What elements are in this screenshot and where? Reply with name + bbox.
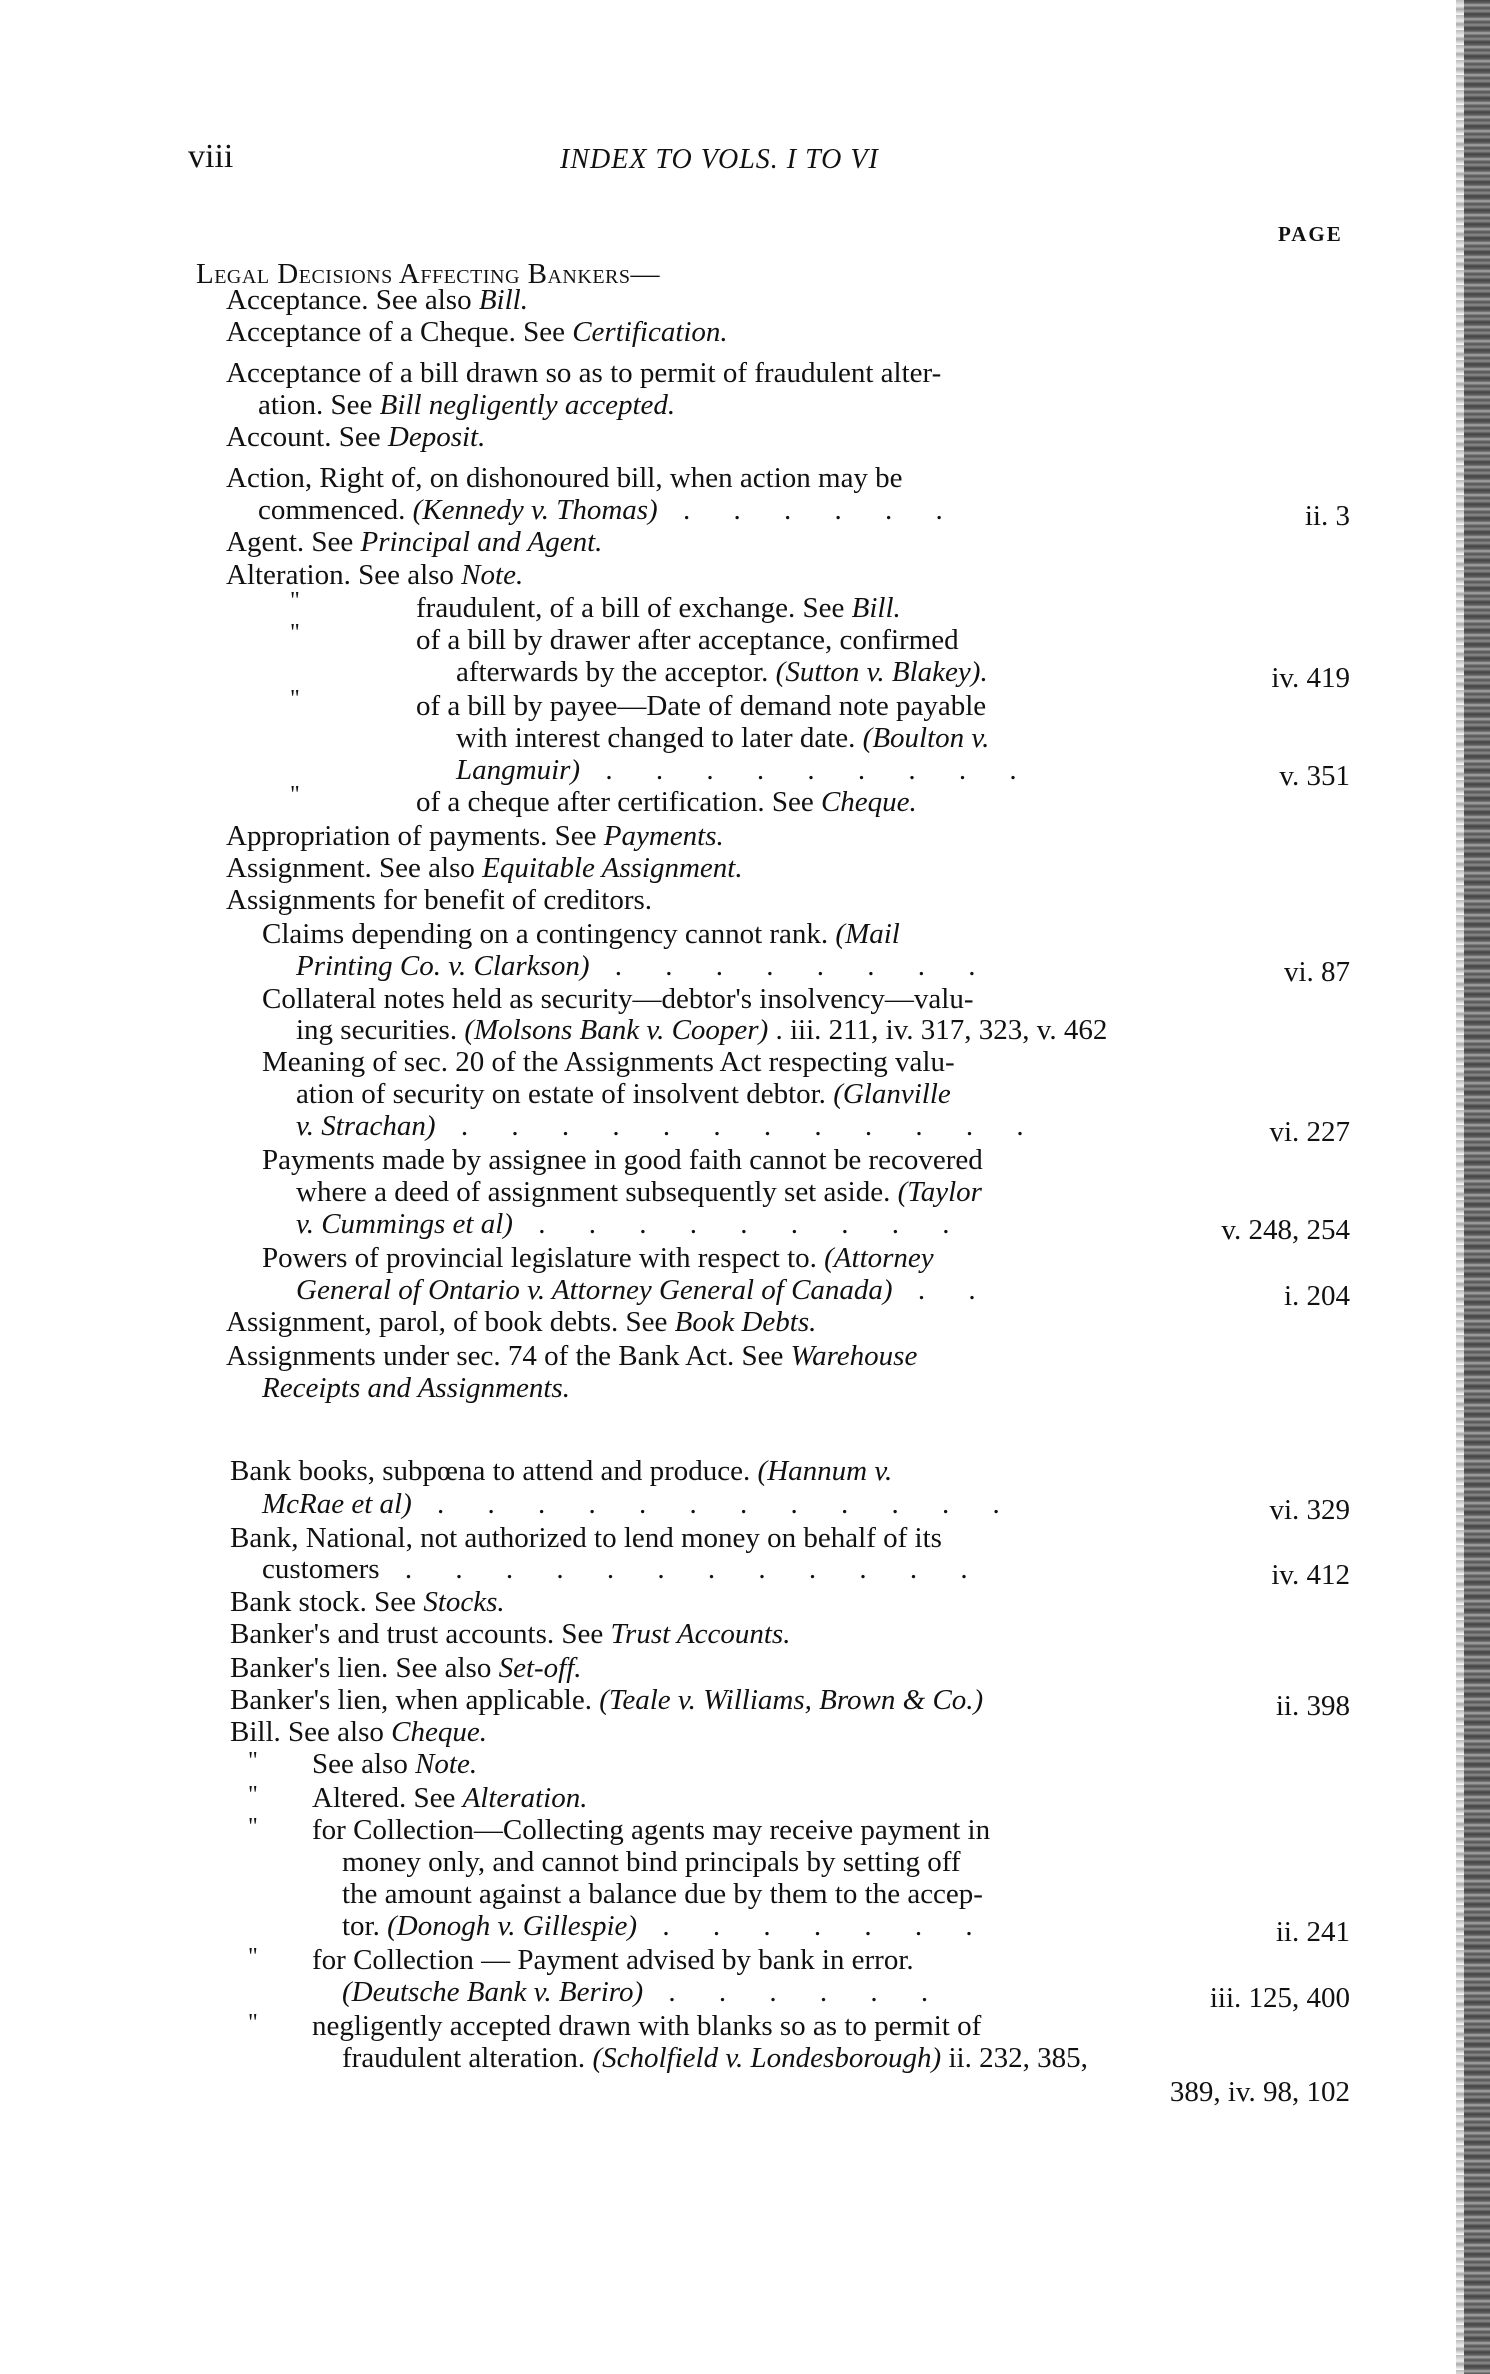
leader-dots: . .	[892, 1274, 994, 1306]
index-line	[230, 1652, 1230, 1684]
index-line	[226, 526, 1226, 558]
entry-italic: Warehouse	[790, 1340, 918, 1372]
entry-text: Account. See	[226, 421, 388, 453]
index-line	[258, 389, 1258, 421]
leader-dots: . . . . . .	[657, 494, 961, 526]
index-line	[230, 1522, 1230, 1554]
leader-dots: . . . . . . . . .	[512, 1208, 968, 1240]
leader-dots: . . . . . . .	[637, 1910, 991, 1942]
entry-text: Collateral notes held as security—debtor's insolvency—valu-	[262, 983, 974, 1015]
entry-text: Assignments for benefit of creditors.	[226, 884, 653, 916]
entry-italic: Cheque.	[391, 1716, 487, 1748]
index-line	[296, 1078, 1296, 1110]
page-reference: v. 248, 254	[1221, 1214, 1350, 1246]
index-line	[226, 884, 1226, 916]
entry-text: Meaning of sec. 20 of the Assignments Act respecting valu-	[262, 1046, 955, 1078]
page-reference: ii. 398	[1275, 1690, 1350, 1722]
index-line	[312, 1782, 1312, 1814]
page-reference: 389, iv. 98, 102	[1169, 2076, 1350, 2108]
entry-italic: (Taylor	[897, 1176, 982, 1208]
entry-italic: Book Debts.	[674, 1306, 817, 1338]
entry-italic: v. Cummings et al)	[296, 1208, 513, 1240]
entry-text: where a deed of assignment subsequently set aside.	[296, 1176, 898, 1208]
entry-italic: Bill.	[851, 592, 901, 624]
entry-italic: Alteration.	[462, 1782, 588, 1814]
entry-tail: . iii. 211, iv. 317, 323, v. 462	[768, 1014, 1108, 1046]
entry-italic: (Teale v. Williams, Brown & Co.)	[599, 1684, 984, 1716]
index-line	[262, 1242, 1262, 1274]
entry-italic: Payments.	[603, 820, 724, 852]
entry-text: ation. See	[258, 389, 380, 421]
entry-italic: (Deutsche Bank v. Beriro)	[342, 1976, 644, 2008]
entry-italic: Bill negligently accepted.	[379, 389, 676, 421]
entry-text: Acceptance. See also	[226, 284, 479, 316]
entry-italic: Stocks.	[423, 1586, 505, 1618]
entry-text: Bank books, subpœna to attend and produce.	[230, 1455, 758, 1487]
entry-italic: Cheque.	[820, 786, 917, 818]
entry-text: of a bill by drawer after acceptance, confirmed	[416, 624, 959, 656]
entry-italic: (Boulton v.	[862, 722, 990, 754]
index-line	[296, 1176, 1296, 1208]
entry-italic: (Donogh v. Gillespie)	[387, 1910, 638, 1942]
entry-text: Alteration. See also	[226, 559, 462, 591]
index-line	[416, 786, 1416, 818]
ditto-mark: "	[248, 1944, 258, 1970]
index-line	[312, 1944, 1312, 1976]
entry-text: of a cheque after certification. See	[416, 786, 821, 818]
entry-text: Acceptance of a Cheque. See	[226, 316, 573, 348]
entry-text: tor.	[342, 1910, 388, 1942]
entry-text: Assignment, parol, of book debts. See	[226, 1306, 675, 1338]
entry-italic: (Kennedy v. Thomas)	[412, 494, 658, 526]
entry-text: Banker's lien. See also	[230, 1652, 499, 1684]
entry-text: Bank, National, not authorized to lend money on behalf of its	[230, 1522, 942, 1554]
index-line	[262, 1046, 1262, 1078]
index-line	[226, 357, 1226, 389]
folio-number: viii	[188, 138, 234, 175]
index-line	[262, 983, 1262, 1015]
entry-text: ing securities.	[296, 1014, 465, 1046]
index-line	[416, 592, 1416, 624]
entry-text: Banker's lien, when applicable.	[230, 1684, 600, 1716]
entry-tail: ii. 232, 385,	[941, 2042, 1088, 2074]
entry-text: Agent. See	[226, 526, 361, 558]
ditto-mark: "	[290, 686, 300, 712]
index-line	[230, 1586, 1230, 1618]
entry-text: Assignments under sec. 74 of the Bank Act. See	[226, 1340, 791, 1372]
entry-italic: Langmuir)	[456, 754, 581, 786]
ditto-mark: "	[290, 620, 300, 646]
page-reference: vi. 329	[1269, 1494, 1350, 1526]
page-reference: i. 204	[1283, 1280, 1350, 1312]
index-line	[342, 2042, 1342, 2074]
index-line	[230, 1716, 1230, 1748]
entry-italic: Deposit.	[387, 421, 486, 453]
entry-text: with interest changed to later date.	[456, 722, 863, 754]
page-edge	[1464, 0, 1490, 2374]
index-line	[226, 1306, 1226, 1338]
entry-text: ation of security on estate of insolvent debtor.	[296, 1078, 834, 1110]
entry-italic: Principal and Agent.	[360, 526, 603, 558]
ditto-mark: "	[248, 1782, 258, 1808]
entry-text: Powers of provincial legislature with respect to.	[262, 1242, 825, 1274]
index-line	[226, 1340, 1226, 1372]
leader-dots: . . . . . . . .	[589, 950, 994, 982]
index-line	[312, 1748, 1312, 1780]
entry-text: Assignment. See also	[226, 852, 483, 884]
entry-italic: Equitable Assignment.	[482, 852, 743, 884]
index-line	[262, 1144, 1262, 1176]
index-line	[226, 462, 1226, 494]
entry-italic: Note.	[415, 1748, 478, 1780]
index-line	[342, 1878, 1342, 1910]
ditto-mark: "	[248, 2010, 258, 2036]
index-line	[230, 1455, 1230, 1487]
index-line	[226, 284, 1226, 316]
entry-text: Bill. See also	[230, 1716, 392, 1748]
entry-italic: McRae et al)	[262, 1488, 412, 1520]
entry-text: fraudulent, of a bill of exchange. See	[416, 592, 852, 624]
index-line	[456, 722, 1456, 754]
index-line	[416, 624, 1416, 656]
entry-italic: (Glanville	[833, 1078, 951, 1110]
running-title: INDEX TO VOLS. I TO VI	[560, 144, 879, 175]
entry-italic: Printing Co. v. Clarkson)	[296, 950, 590, 982]
entry-text: money only, and cannot bind principals by setting off	[342, 1846, 961, 1878]
ditto-mark: "	[248, 1748, 258, 1774]
index-line	[262, 1372, 1262, 1404]
entry-text: of a bill by payee—Date of demand note payable	[416, 690, 987, 722]
entry-text: Bank stock. See	[230, 1586, 424, 1618]
index-line	[230, 1618, 1230, 1650]
index-line	[226, 421, 1226, 453]
section-heading: Legal Decisions Affecting Bankers—	[196, 258, 660, 290]
entry-text: Altered. See	[312, 1782, 463, 1814]
entry-text: Claims depending on a contingency cannot rank.	[262, 918, 836, 950]
index-line	[226, 559, 1226, 591]
entry-text: for Collection—Collecting agents may receive payment in	[312, 1814, 991, 1846]
index-line	[226, 820, 1226, 852]
entry-text: commenced.	[258, 494, 413, 526]
entry-italic: Certification.	[572, 316, 728, 348]
leader-dots: . . . . . . . . .	[580, 754, 1035, 786]
entry-text: for Collection — Payment advised by bank in error.	[312, 1944, 914, 1976]
entry-text: fraudulent alteration.	[342, 2042, 593, 2074]
entry-italic: Trust Accounts.	[610, 1618, 791, 1650]
entry-text: the amount against a balance due by them to the accep-	[342, 1878, 983, 1910]
index-line	[226, 316, 1226, 348]
page-reference: vi. 227	[1269, 1116, 1350, 1148]
leader-dots: . . . . . . . . . . . .	[379, 1553, 986, 1585]
leader-dots: . . . . . . . . . . . .	[435, 1110, 1042, 1142]
page-edge-shadow	[1456, 0, 1464, 2374]
entry-italic: (Mail	[835, 918, 900, 950]
page-reference: ii. 241	[1275, 1916, 1350, 1948]
page-reference: v. 351	[1279, 760, 1350, 792]
index-line	[342, 1846, 1342, 1878]
page-reference: vi. 87	[1283, 956, 1350, 988]
entry-italic: (Sutton v. Blakey).	[775, 656, 988, 688]
entry-italic: (Attorney	[824, 1242, 934, 1274]
entry-text: customers	[262, 1553, 380, 1585]
leader-dots: . . . . . .	[643, 1976, 947, 2008]
page-reference: ii. 3	[1304, 500, 1350, 532]
page-reference: iv. 419	[1271, 662, 1350, 694]
index-line	[262, 918, 1262, 950]
entry-italic: (Hannum v.	[757, 1455, 893, 1487]
entry-text: Payments made by assignee in good faith cannot be recovered	[262, 1144, 983, 1176]
entry-italic: Receipts and Assignments.	[262, 1372, 570, 1404]
entry-italic: (Scholfield v. Londesborough)	[592, 2042, 942, 2074]
entry-text: afterwards by the acceptor.	[456, 656, 776, 688]
ditto-mark: "	[248, 1814, 258, 1840]
index-line	[296, 1014, 1296, 1046]
entry-italic: v. Strachan)	[296, 1110, 436, 1142]
index-line	[226, 852, 1226, 884]
entry-text: negligently accepted drawn with blanks so as to permit of	[312, 2010, 982, 2042]
entry-italic: General of Ontario v. Attorney General of Canada)	[296, 1274, 893, 1306]
entry-italic: Bill.	[478, 284, 528, 316]
entry-text: Banker's and trust accounts. See	[230, 1618, 611, 1650]
page-reference: iii. 125, 400	[1209, 1982, 1350, 2014]
index-line	[312, 2010, 1312, 2042]
page-column-label: PAGE	[1278, 222, 1343, 246]
index-line	[416, 690, 1416, 722]
entry-text: Acceptance of a bill drawn so as to permit of fraudulent alter-	[226, 357, 942, 389]
entry-italic: Note.	[461, 559, 524, 591]
index-line	[312, 1814, 1312, 1846]
page-reference: iv. 412	[1271, 1559, 1350, 1591]
leader-dots: . . . . . . . . . . . .	[411, 1488, 1018, 1520]
ditto-mark: "	[290, 588, 300, 614]
ditto-mark: "	[290, 782, 300, 808]
entry-italic: (Molsons Bank v. Cooper)	[464, 1014, 769, 1046]
entry-text: See also	[312, 1748, 416, 1780]
entry-italic: Set-off.	[498, 1652, 582, 1684]
entry-text: Appropriation of payments. See	[226, 820, 604, 852]
entry-text: Action, Right of, on dishonoured bill, when action may be	[226, 462, 903, 494]
